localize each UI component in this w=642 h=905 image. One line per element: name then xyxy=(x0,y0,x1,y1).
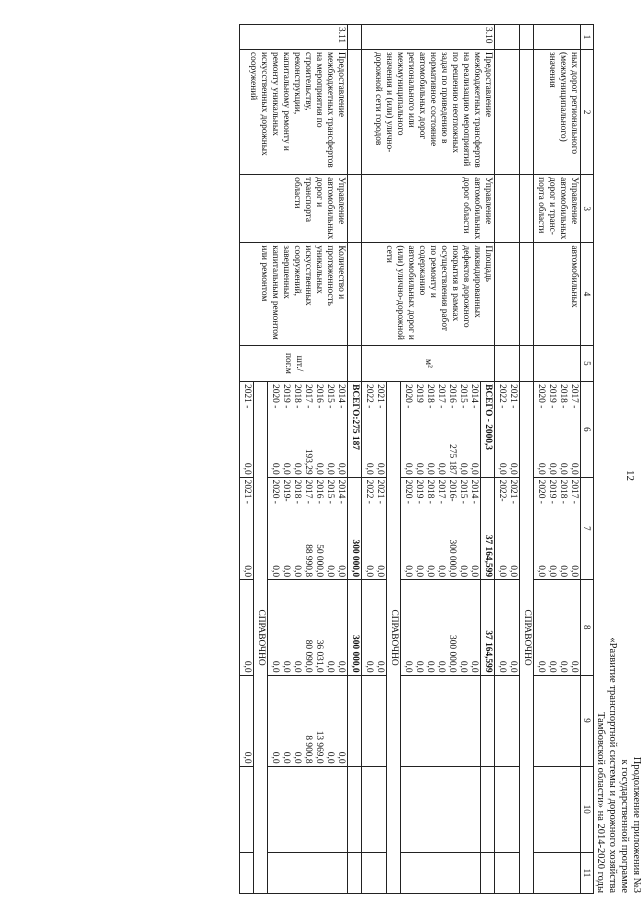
col-num: 1 xyxy=(581,25,594,50)
table-row: 3.10 Предоставление межбюджетных трансфертов на реализацию мероприятий по решению неотложных задач по приведению в нормативное состояние автомобильных дорог регионального или межмуниципального значения и (или) улично-дорожной сети городов Управление автомобильных дорог области Площадь ликвидированных дефектов дорожного покрытия в рамках осуществления работ по ремонту и содержанию автомобильных дорог и (или) улично-дорожной сети м² ВСЕГО - 2000,3 37 164,599 37 164,599 xyxy=(481,25,495,894)
unit: шт./пог.м xyxy=(240,345,348,381)
row-number: 3.11 xyxy=(240,25,348,50)
reference-label: СПРАВОЧНО xyxy=(387,382,401,894)
header-line-2: к государственной программе xyxy=(619,759,630,893)
funding-regional-a: 0,0 0,0 0,0 0,0 xyxy=(534,580,581,676)
header-line-1: Продолжение приложения №3 xyxy=(631,756,642,893)
header-line-3: «Развитие транспортной системы и дорожного хозяйства xyxy=(607,637,618,893)
column-number-row xyxy=(581,25,594,894)
executor: Управление автомобильных дорог области xyxy=(362,175,495,243)
col-num: 4 xyxy=(581,243,594,345)
total-value: ВСЕГО - 2000,3 xyxy=(481,382,495,478)
header-line-4: Тамбовской области» на 2014-2020 годы xyxy=(595,711,606,893)
indicator: Количество и протяженность уникальных искусственных сооружений, завершенных капитальным ремонтом или ремонтом xyxy=(240,243,348,345)
page-number: 12 xyxy=(624,470,636,481)
col-num: 7 xyxy=(581,477,594,579)
measure-name: Предоставление межбюджетных трансфертов на мероприятия по строительству, реконструкции, капитальному ремонту и ремонту уникальных искусственных дорожных сооружений xyxy=(240,50,348,175)
col-num: 10 xyxy=(581,766,594,852)
table-row xyxy=(534,25,581,894)
table-row: ВСЕГО:275 187 300 000,0 300 000,0 xyxy=(348,25,362,894)
table-row: 2021 - 0,0 2021 - 0,0 0,0 0,0 xyxy=(240,25,254,894)
executor: Управление автомобильных дорог и транспорта области xyxy=(240,175,348,243)
col-num: 5 xyxy=(581,345,594,381)
measure-name: ных дорог регионального (межмуниципального) значения xyxy=(534,50,581,175)
table-row xyxy=(520,25,534,894)
col-num: 11 xyxy=(581,852,594,893)
measure-name: Предоставление межбюджетных трансфертов на реализацию мероприятий по решению неотложных задач по приведению в нормативное состояние автомобильных дорог регионального или межмуниципального значения и (или) улично-дорожной сети городов xyxy=(362,50,495,175)
table-row: 2021 - 0,0 2022 - 0,0 2021 - 0,0 2022 - 0,0 0,0 0,0 xyxy=(362,25,387,894)
col-num: 9 xyxy=(581,675,594,766)
col-num: 8 xyxy=(581,580,594,676)
table-row: 3.11 Предоставление межбюджетных трансфертов на мероприятия по строительству, реконструкции, капитальному ремонту и ремонту уникальных искусственных дорожных сооружений Управление автомобильных дорог и транспорта области Количество и протяженность уникальных искусственных сооружений, завершенных капитальным ремонтом или ремонтом шт./пог.м 2014 - 0,0 2015 - 0,0 2016 - 0,0 2017 - 193,29 2018 - 0,0 2019 - 0,0 2020 - 0,0 2014 - 0,0 2015 - 0,0 2016 - 50 000,0 2017 - 88 990,8 2018 - 0,0 2019- 0,0 2020 - 0,0 0,0 0,0 36 031,0 80 090,0 0,0 0,0 0,0 0,0 0,0 13 969,0 8 900,8 0,0 0,0 0,0 xyxy=(268,25,348,894)
executor: Управление автомобильных дорог и транс-порта области xyxy=(534,175,581,243)
row-number: 3.10 xyxy=(362,25,495,50)
table-row: 2014 - 0,0 2015 - 0,0 2016 - 275 187 2017 - 0,0 2018 - 0,0 2019 0,0 2020 - 0,0 2014 - 0,0 2015 - 0,0 2016- 300 000,0 2017 - 0,0 2018 - 0,0 2019 - 0,0 2020 - 0,0 0,0 0,0 300 000,0 0,0 0,0 0,0 0,0 xyxy=(401,25,481,894)
appendix-header xyxy=(594,637,642,893)
funding-total-a: 2017 - 0,0 2018 - 0,0 2019 - 0,0 2020 - 0,0 xyxy=(534,477,581,579)
col-num: 2 xyxy=(581,50,594,175)
indicator: автомобильных xyxy=(534,243,581,345)
years-values-a: 2017 - 0,0 2018 - 0,0 2019 - 0,0 2020 - 0,0 xyxy=(534,382,581,478)
table-row: 2021 - 0,0 2022 - 0,0 2021 - 0,0 2022- 0,0 0,0 0,0 xyxy=(495,25,520,894)
total-value: ВСЕГО:275 187 xyxy=(348,382,362,478)
col-num: 3 xyxy=(581,175,594,243)
unit: м² xyxy=(362,345,495,381)
col-num: 6 xyxy=(581,382,594,478)
reference-label: СПРАВОЧНО xyxy=(254,382,268,894)
reference-label: СПРАВОЧНО xyxy=(520,382,534,894)
indicator: Площадь ликвидированных дефектов дорожного покрытия в рамках осуществления работ по ремонту и содержанию автомобильных дорог и (или) улично-дорожной сети xyxy=(362,243,495,345)
program-table xyxy=(239,24,594,894)
